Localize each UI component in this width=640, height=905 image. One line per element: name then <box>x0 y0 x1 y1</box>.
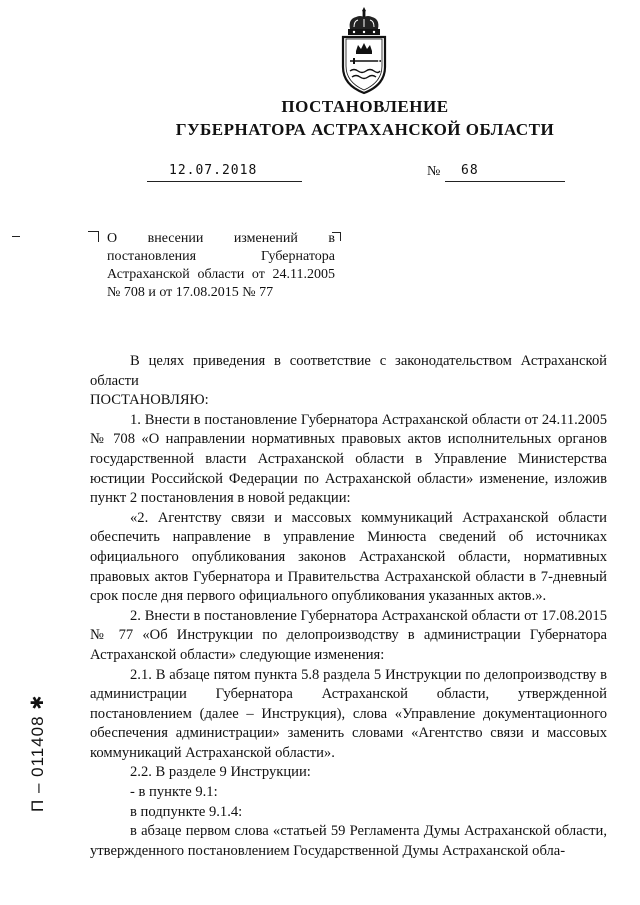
paragraph-2: 2. Внести в постановление Губернатора Астраханской области от 17.08.2015 № 77 «Об Инструкции по делопроизводству в администрации Губернатора Астраханской области» следующие изменения: <box>90 607 607 663</box>
paragraph-2-2-a: - в пункте 9.1: <box>130 784 218 801</box>
number-field <box>445 163 565 182</box>
paragraph-1: 1. Внести в постановление Губернатора Астраханской области от 24.11.2005 № 708 «О направлении нормативных правовых актов исполнительных органов государственной власти Астраханской области в Управление Министерства юстиции Российской Федерации по Астраханской области» изменение, изложив пункт 2 постановления в новой редакции: <box>90 411 607 507</box>
document-subject: О внесении изменений в постановления Губернатора Астраханской области от 24.11.2005 № 708 и от 17.08.2015 № 77 <box>107 231 335 300</box>
document-body <box>90 352 607 861</box>
paragraph-2-2-b: в подпункте 9.1.4: <box>130 803 243 820</box>
margin-dash <box>12 236 20 237</box>
document-title-line2: ГУБЕРНАТОРА АСТРАХАНСКОЙ ОБЛАСТИ <box>175 120 555 139</box>
paragraph-2-1: 2.1. В абзаце пятом пункта 5.8 раздела 5 Инструкции по делопроизводству в администрации Губернатора Астраханской области, утвержденной постановлением (далее – Инструкция), слова «Управление документационного обеспечения администрации» заменить словами «Агентство связи и массовых коммуникаций Астраханской области». <box>90 666 607 761</box>
paragraph-1-quote: «2. Агентству связи и массовых коммуникаций Астраханской области обеспечить направление в управление Минюста сведений об источниках официального опубликования законов Астраханской области, нормативных правовых актов Губернатора и Правительства Астраханской области в 7-дневный срок после дня первого официального опубликования указанных актов.». <box>90 509 607 605</box>
decree-word: ПОСТАНОВЛЯЮ: <box>90 392 209 409</box>
date-field <box>147 163 302 182</box>
document-number: 68 <box>461 163 479 178</box>
number-label: № <box>427 164 441 179</box>
preamble-paragraph: В целях приведения в соответствие с законодательством Астраханской области <box>90 353 607 389</box>
subject-bracket-left <box>88 231 99 242</box>
paragraph-2-2: 2.2. В разделе 9 Инструкции: <box>130 764 311 781</box>
registration-stamp-number: П – 011408 ✱ <box>28 694 47 812</box>
document-date: 12.07.2018 <box>169 163 258 178</box>
document-title-line1: ПОСТАНОВЛЕНИЕ <box>281 97 449 116</box>
coat-of-arms-emblem <box>330 5 398 97</box>
paragraph-2-2-c: в абзаце первом слова «статьей 59 Регламента Думы Астраханской области, утвержденного постановлением Государственной Думы Астраханской обла- <box>90 823 607 859</box>
